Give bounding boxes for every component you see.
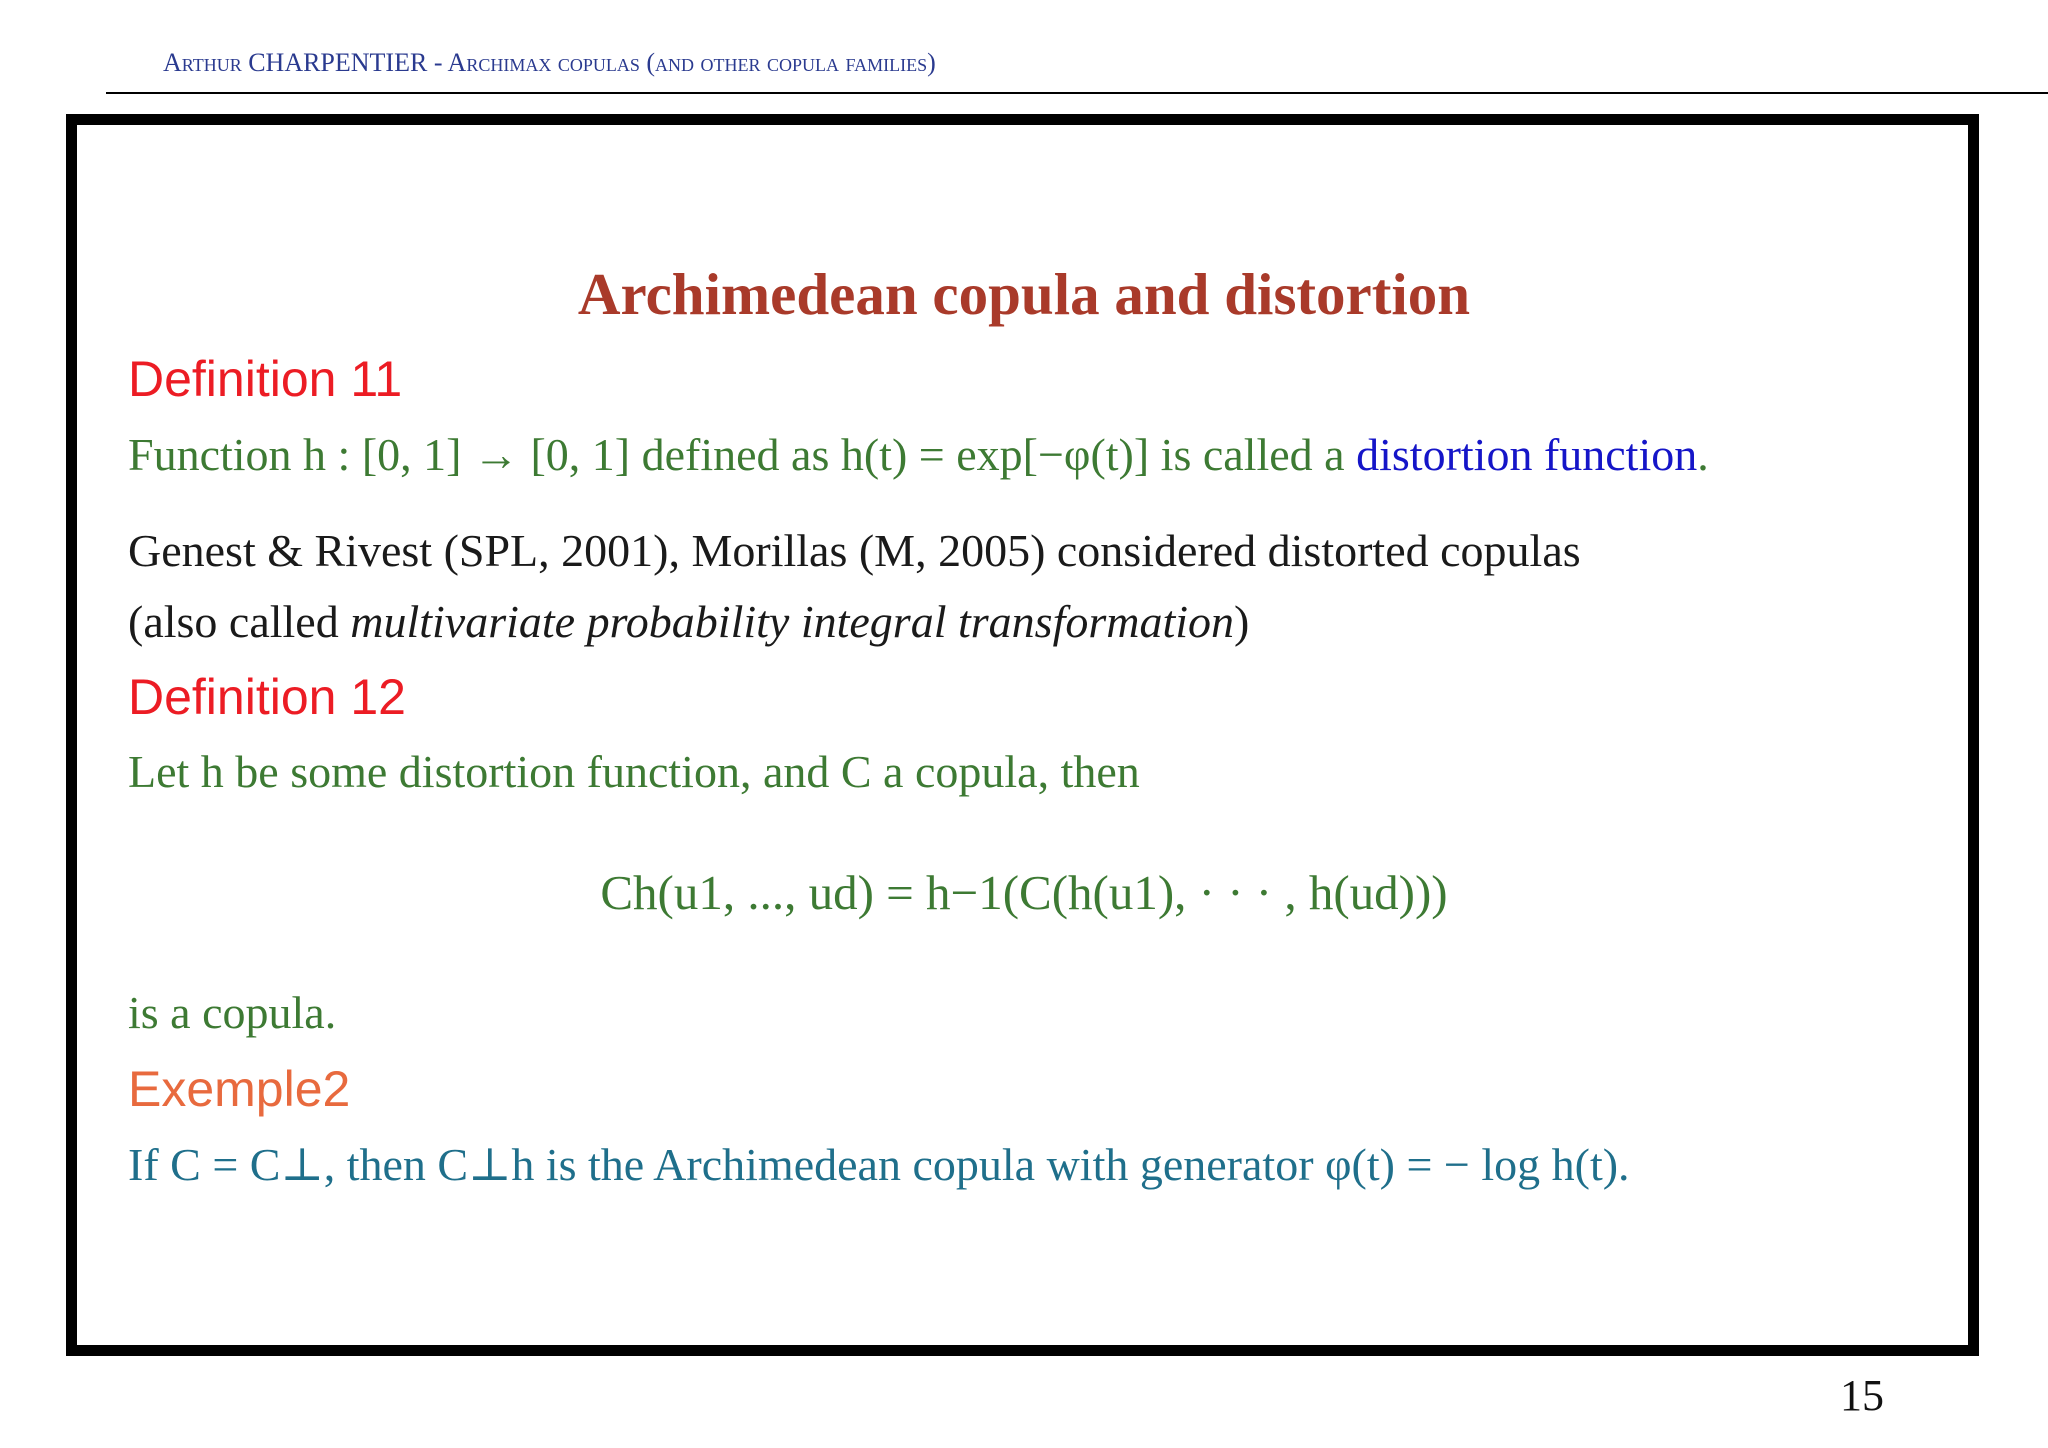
slide-header: Arthur CHARPENTIER - Archimax copulas (and other copula families) <box>163 48 936 77</box>
paragraph-close: ) <box>1234 596 1250 647</box>
example-text: If C = C⊥, then C⊥h is the Archimedean copula with generator φ(t) = − log h(t). <box>128 1139 1630 1190</box>
definition-11-body: Function h : [0, 1] → [0, 1] defined as h(t) = exp[−φ(t)] is called a <box>128 429 1357 480</box>
definition-11-period: . <box>1697 429 1709 480</box>
definition-12-conclusion: is a copula. <box>128 987 337 1038</box>
page-number: 15 <box>1840 1371 1884 1420</box>
slide-title: Archimedean copula and distortion <box>577 261 1471 327</box>
copula-formula: Ch(u1, ..., ud) = h−1(C(h(u1), · · · , h(ud))) <box>600 865 1448 920</box>
paragraph-line-2 <box>128 595 1249 648</box>
paragraph-open: (also called <box>128 596 351 647</box>
header-rule <box>106 92 2048 94</box>
paragraph-italic-term: multivariate probability integral transformation <box>350 596 1235 647</box>
definition-12-text: Let h be some distortion function, and C a copula, then <box>128 746 1140 797</box>
definition-11-label: Definition 11 <box>128 351 403 407</box>
paragraph-line-1: Genest & Rivest (SPL, 2001), Morillas (M, 2005) considered distorted copulas <box>128 525 1581 576</box>
definition-12-label: Definition 12 <box>128 669 406 725</box>
distortion-function-term: distortion function <box>1356 429 1698 480</box>
definition-11-text <box>128 428 1709 481</box>
example-label: Exemple2 <box>128 1061 351 1117</box>
